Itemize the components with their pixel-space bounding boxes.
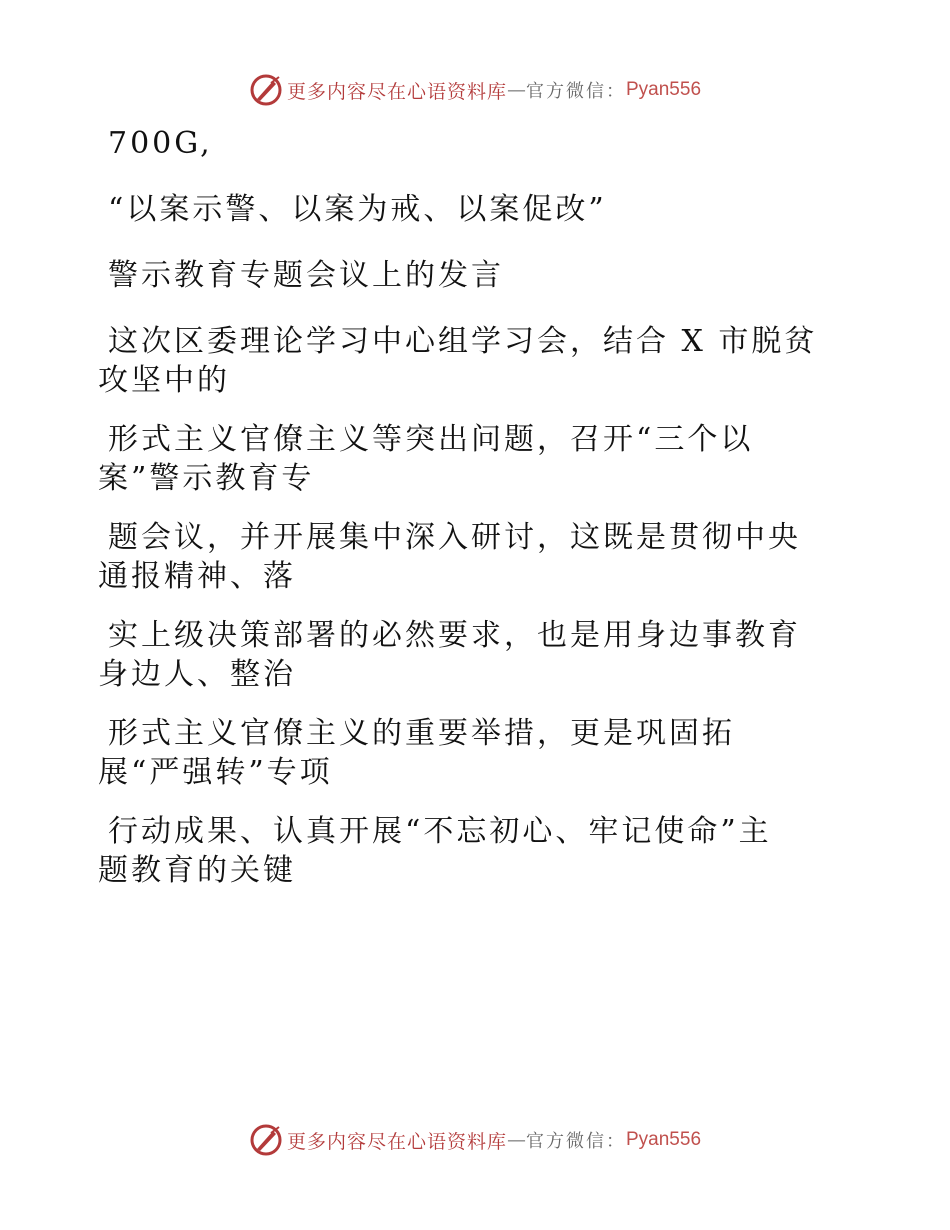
doc-paragraph-4 [98, 616, 858, 694]
doc-paragraph-6 [98, 812, 858, 890]
doc-line-text: 展“严强转”专项 [98, 755, 333, 790]
doc-line-text: 形式主义官僚主义的重要举措，更是巩固拓 [108, 716, 735, 751]
doc-line-1 [98, 124, 858, 163]
header-watermark [0, 70, 950, 110]
doc-line-text: 警示教育专题会议上的发言 [108, 258, 504, 293]
doc-line-text: 700G, [108, 126, 213, 161]
doc-line-text: 实上级决策部署的必然要求，也是用身边事教育 [108, 618, 801, 653]
doc-line-text: 形式主义官僚主义等突出问题，召开“三个以 [108, 422, 754, 457]
doc-line-text: 行动成果、认真开展“不忘初心、牢记使命”主 [108, 814, 772, 849]
doc-line-text: 题教育的关键 [98, 853, 296, 888]
doc-line-text: 题会议，并开展集中深入研讨，这既是贯彻中央 [108, 520, 801, 555]
doc-line-text: “以案示警、以案为戒、以案促改” [108, 192, 607, 227]
doc-paragraph-5 [98, 714, 858, 792]
watermark-dash: — [507, 79, 526, 101]
doc-line-2 [98, 190, 858, 229]
watermark-main-text: 更多内容尽在心语资料库 [286, 80, 507, 103]
watermark-dash: — [507, 1129, 526, 1151]
watermark-label: 官方微信： [526, 1131, 626, 1152]
doc-paragraph-1 [98, 322, 858, 400]
footer-watermark [0, 1120, 950, 1160]
watermark-label: 官方微信： [526, 81, 626, 102]
doc-line-text: 通报精神、落 [98, 559, 296, 594]
doc-paragraph-3 [98, 518, 858, 596]
doc-paragraph-2 [98, 420, 858, 498]
doc-line-text: 攻坚中的 [98, 363, 230, 398]
watermark-wechat-id: Pyan556 [626, 79, 702, 100]
feather-pen-logo-icon [249, 73, 283, 107]
feather-pen-logo-icon [249, 1123, 283, 1157]
watermark-wechat-id: Pyan556 [626, 1129, 702, 1150]
doc-line-text: 这次区委理论学习中心组学习会，结合 X 市脱贫 [108, 324, 818, 359]
doc-title [98, 256, 858, 295]
watermark-main-text: 更多内容尽在心语资料库 [286, 1130, 507, 1153]
document-body [98, 124, 858, 890]
doc-line-text: 身边人、整治 [98, 657, 296, 692]
doc-line-text: 案”警示教育专 [98, 461, 315, 496]
